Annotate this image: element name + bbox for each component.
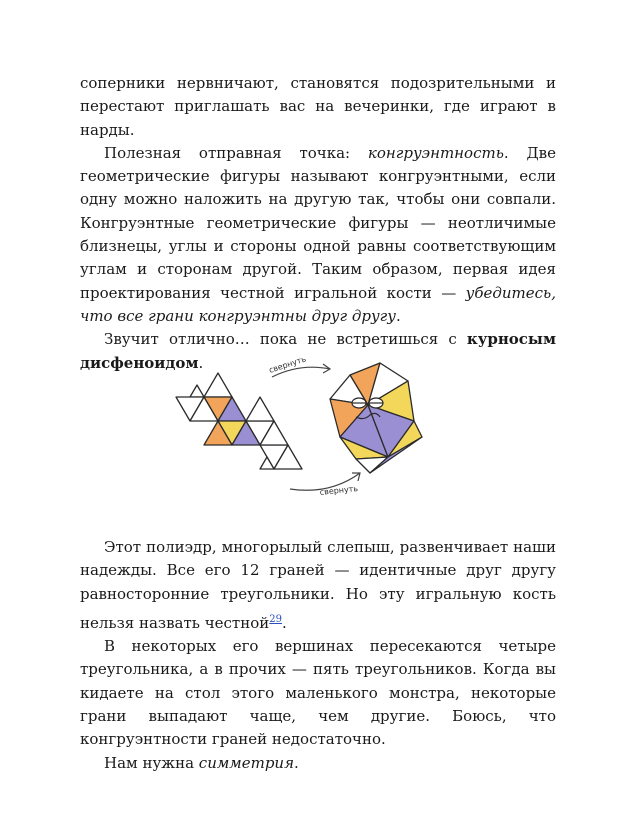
paragraph-3-text-a: Звучит отлично… пока не встретишься с [104, 330, 467, 349]
paragraph-2-text-a: Полезная отправная точка: [104, 143, 368, 162]
paragraph-1 [80, 72, 556, 142]
paragraph-1-text: соперники нервничают, становятся подозрительными и перестают приглашать вас на вечеринки, где играют в нарды. [80, 74, 556, 139]
text-block-bottom [80, 536, 556, 775]
idea-congruent-faces: убедитесь, что все грани конгруэнтны друг другу [80, 283, 556, 325]
term-symmetry: симметрия [198, 753, 295, 772]
paragraph-4-text-b: . [281, 613, 287, 632]
net-triangle [190, 385, 204, 397]
net-triangle [246, 397, 274, 421]
label-fold-top: свернуть [267, 354, 308, 375]
paragraph-6-text-a: Нам нужна [104, 753, 199, 772]
paragraph-6 [80, 752, 556, 775]
paragraph-2-text-c: . [395, 306, 401, 325]
net-triangle [204, 373, 232, 397]
triangle-net [176, 373, 302, 469]
paragraph-5-text: В некоторых его вершинах пересекаются четыре треугольника, а в прочих — пять треугольников. Когда вы кидаете на стол этого маленького монстра, некоторые грани выпадают чаще, чем другие. Боюсь, что конгруэнтности граней недостаточно. [80, 637, 556, 749]
footnote-link[interactable]: 29 [269, 613, 282, 625]
paragraph-2-text-b: . Две геометрические фигуры называют конгруэнтными, если одну можно наложить на другую так, чтобы они совпали. Конгруэнтные геометрические фигуры — неотличимые близнецы, углы и стороны одной равны соответствующим углам и сторонам другой. Таким образом, первая идея проектирования честной игральной кости — [80, 143, 556, 302]
paragraph-4-text-a: Этот полиэдр, многорылый слепыш, развенчивает наши надежды. Все его 12 граней — идентичные друг другу равносторонние треугольники. Но эту игральную кость нельзя назвать честной [80, 538, 556, 632]
illustration-svg [160, 345, 480, 515]
snub-disphenoid-illustration [160, 345, 480, 515]
paragraph-4 [80, 536, 556, 635]
paragraph-2 [80, 142, 556, 328]
label-fold-bottom: свернуть [319, 484, 359, 497]
term-snub-disphenoid: курносым дисфеноидом [80, 330, 556, 372]
paragraph-3-text-b: . [198, 353, 204, 372]
text-block-top [80, 72, 556, 375]
footnote-ref[interactable] [269, 610, 282, 625]
paragraph-6-text-b: . [294, 753, 299, 772]
term-congruence: конгруэнтность [367, 143, 504, 162]
paragraph-5 [80, 635, 556, 751]
snub-disphenoid-solid [330, 363, 422, 473]
